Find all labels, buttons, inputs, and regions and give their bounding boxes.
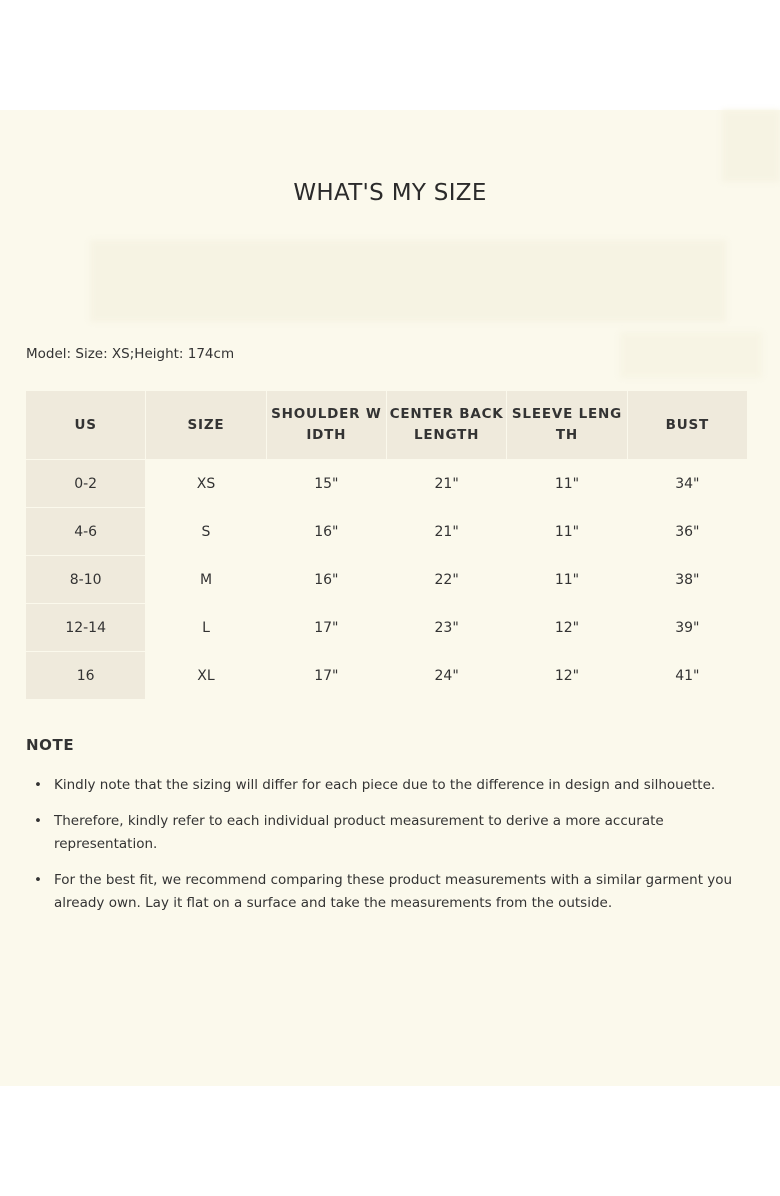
size-guide-panel [0, 110, 780, 1086]
cell-size: S [146, 508, 266, 556]
cell-bust: 38" [627, 556, 747, 604]
list-item [26, 869, 750, 915]
cell-us: 4-6 [26, 508, 146, 556]
blurred-area [90, 240, 726, 322]
page-title: WHAT'S MY SIZE [293, 180, 487, 206]
header-us: US [26, 391, 146, 460]
table-row [26, 556, 748, 604]
cell-shoulder-width: 16" [266, 508, 386, 556]
model-info: Model: Size: XS;Height: 174cm [26, 346, 235, 362]
size-table [25, 390, 748, 700]
cell-sleeve-length: 12" [507, 652, 627, 700]
cell-size: XS [146, 460, 266, 508]
cell-bust: 41" [627, 652, 747, 700]
header-size: SIZE [146, 391, 266, 460]
note-text: Kindly note that the sizing will differ for each piece due to the difference in design and silhouette. [54, 777, 716, 793]
header-center-back-length: CENTER BACK LENGTH [386, 391, 506, 460]
table-header-row [26, 391, 748, 460]
table-row [26, 604, 748, 652]
cell-size: XL [146, 652, 266, 700]
blurred-area [722, 110, 780, 182]
bullet-icon: • [34, 777, 42, 793]
cell-center-back-length: 22" [386, 556, 506, 604]
cell-shoulder-width: 16" [266, 556, 386, 604]
header-sleeve-length: SLEEVE LENGTH [507, 391, 627, 460]
note-text: For the best fit, we recommend comparing these product measurements with a similar garment you already own. Lay it flat on a surface and take the measurements from the outside. [54, 872, 733, 911]
cell-center-back-length: 24" [386, 652, 506, 700]
list-item [26, 774, 750, 797]
cell-shoulder-width: 17" [266, 604, 386, 652]
cell-center-back-length: 21" [386, 460, 506, 508]
cell-us: 8-10 [26, 556, 146, 604]
cell-shoulder-width: 15" [266, 460, 386, 508]
note-list [26, 774, 750, 928]
cell-size: M [146, 556, 266, 604]
cell-center-back-length: 23" [386, 604, 506, 652]
cell-us: 0-2 [26, 460, 146, 508]
table-row [26, 508, 748, 556]
table-row [26, 460, 748, 508]
note-heading: NOTE [26, 736, 75, 754]
cell-bust: 36" [627, 508, 747, 556]
cell-bust: 34" [627, 460, 747, 508]
cell-sleeve-length: 11" [507, 460, 627, 508]
note-text: Therefore, kindly refer to each individual product measurement to derive a more accurate representation. [54, 813, 664, 852]
cell-us: 16 [26, 652, 146, 700]
header-shoulder-width: SHOULDER WIDTH [266, 391, 386, 460]
blurred-area [620, 332, 762, 378]
cell-shoulder-width: 17" [266, 652, 386, 700]
bullet-icon: • [34, 813, 42, 829]
cell-sleeve-length: 12" [507, 604, 627, 652]
table-row [26, 652, 748, 700]
cell-size: L [146, 604, 266, 652]
cell-bust: 39" [627, 604, 747, 652]
cell-center-back-length: 21" [386, 508, 506, 556]
list-item [26, 810, 750, 856]
cell-sleeve-length: 11" [507, 556, 627, 604]
header-bust: BUST [627, 391, 747, 460]
bullet-icon: • [34, 872, 42, 888]
cell-us: 12-14 [26, 604, 146, 652]
cell-sleeve-length: 11" [507, 508, 627, 556]
